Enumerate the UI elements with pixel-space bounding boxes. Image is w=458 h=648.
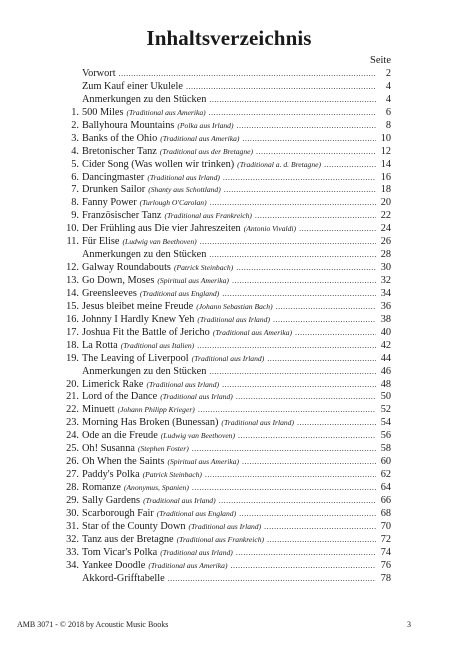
dot-leader (219, 495, 376, 508)
toc-entry-number: 8. (71, 197, 79, 209)
toc-entry (62, 223, 391, 236)
toc-entry-number: 17. (66, 326, 79, 338)
toc-entry-page: 30 (380, 262, 391, 274)
toc-entry-number: 3. (71, 132, 79, 144)
toc-entry-origin: (Traditional aus der Bretagne) (159, 146, 254, 156)
toc-entry-page: 46 (380, 365, 391, 377)
dot-leader (267, 534, 376, 547)
toc-entry (62, 508, 391, 521)
toc-entry (62, 482, 391, 495)
toc-entry-title (82, 430, 235, 443)
toc-entry (62, 133, 391, 146)
toc-entry-song-title: Jesus bleibet meine Freude (82, 300, 194, 312)
toc-entry (62, 94, 391, 107)
toc-entry-title (82, 417, 294, 430)
toc-entry-page: 28 (380, 249, 391, 261)
toc-entry-title (82, 94, 206, 107)
toc-entry-song-title: Oh When the Saints (82, 456, 165, 468)
dot-leader (255, 210, 376, 223)
dot-leader (209, 107, 376, 120)
toc-entry-page: 58 (380, 443, 391, 455)
toc-entry-song-title: Zum Kauf einer Ukulele (82, 80, 183, 92)
toc-entry-song-title: 500 Miles (82, 106, 124, 118)
toc-entry-number: 5. (71, 158, 79, 170)
toc-entry-page: 2 (385, 68, 391, 79)
toc-entry-page: 52 (380, 404, 391, 416)
toc-entry-origin: (Traditional aus Irland) (160, 392, 233, 402)
toc-entry-song-title: Ode an die Freude (82, 430, 158, 442)
toc-entry-title (82, 197, 207, 210)
toc-entry-page: 42 (380, 339, 391, 351)
dot-leader (192, 443, 376, 456)
toc-entry-number: 32. (66, 533, 79, 545)
toc-entry-title (82, 262, 233, 275)
toc-entry-number: 25. (66, 443, 79, 455)
toc-entry-song-title: Banks of the Ohio (82, 132, 158, 144)
toc-entry-title (82, 469, 202, 482)
toc-entry-origin: (Traditional aus Irland) (143, 495, 216, 505)
toc-entry-origin: (Traditional aus Amerika) (212, 327, 293, 337)
toc-entry (62, 159, 391, 172)
toc-entry-title (82, 482, 189, 495)
dot-leader (237, 120, 377, 133)
toc-entry-page: 22 (380, 210, 391, 222)
toc-entry-number: 34. (66, 559, 79, 571)
toc-entry-origin: (Anonymus, Spanien) (123, 483, 189, 492)
dot-leader (236, 391, 376, 404)
toc-entry-page: 54 (380, 417, 391, 429)
toc-entry-number: 11. (66, 236, 79, 248)
toc-entry-number: 2. (71, 119, 79, 131)
page-title: Inhaltsverzeichnis (146, 26, 312, 50)
toc-entry-origin: (Traditional aus Irland) (147, 172, 220, 182)
toc-entry-song-title: Tanz aus der Bretagne (82, 533, 174, 545)
toc-entry (62, 210, 391, 223)
dot-leader (186, 81, 376, 94)
toc-entry-song-title: Scarborough Fair (82, 507, 154, 519)
toc-entry-title (82, 301, 273, 314)
page-number: 3 (407, 620, 411, 629)
toc-entry-origin: (Turlough O'Carolan) (139, 198, 207, 208)
toc-entry-origin: (Traditional aus Irland) (221, 418, 294, 428)
toc-entry-title (82, 314, 270, 327)
toc-entry-page: 74 (380, 546, 391, 558)
toc-entry-page: 44 (380, 352, 391, 364)
toc-entry-origin: (Traditional aus Amerika) (160, 133, 240, 143)
toc-entry-song-title: Greensleeves (82, 287, 137, 299)
toc-entry-origin: (Johann Sebastian Bach) (196, 301, 273, 311)
toc-entry-origin: (Antonio Vivaldi) (243, 224, 297, 234)
toc-entry-page: 32 (380, 275, 391, 286)
toc-entry-song-title: Joshua Fit the Battle of Jericho (82, 326, 210, 338)
toc-entry (62, 288, 391, 301)
toc-entry-page: 56 (380, 430, 391, 442)
dot-leader (205, 469, 376, 482)
dot-leader (267, 353, 376, 366)
toc-entry-song-title: Bretonischer Tanz (82, 145, 157, 157)
toc-entry-title (82, 560, 228, 573)
toc-entry-origin: (Traditional aus Italien) (120, 340, 195, 350)
toc-entry-song-title: Fanny Power (82, 197, 137, 209)
toc-entry (62, 301, 391, 314)
toc-entry (62, 197, 391, 210)
dot-leader (192, 482, 376, 495)
toc-entry-title (82, 133, 239, 146)
toc-entry-origin: (Traditional aus Irland) (146, 379, 220, 389)
dot-leader (168, 573, 376, 586)
toc-entry-title (82, 223, 296, 236)
toc-entry (62, 107, 391, 120)
dot-leader (200, 236, 376, 249)
toc-entry (62, 353, 391, 366)
toc-entry-page: 14 (380, 158, 391, 170)
toc-entry-title (82, 443, 189, 456)
toc-entry-origin: (Traditional aus Irland) (160, 547, 233, 557)
toc-entry-number: 30. (66, 507, 79, 519)
toc-entry-title (82, 353, 264, 366)
toc-entry-song-title: Französischer Tanz (82, 210, 162, 222)
toc-entry-origin: (Ludwig van Beethoven) (122, 237, 197, 247)
toc-entry-number: 26. (66, 456, 79, 468)
toc-entry-number: 18. (66, 339, 79, 351)
toc-entry (62, 184, 391, 197)
dot-leader (239, 508, 376, 521)
toc-entry-title (82, 236, 197, 249)
toc-entry-origin: (Polka aus Irland) (177, 120, 234, 130)
toc-entry-title (82, 456, 239, 469)
toc-entry-title (82, 81, 183, 94)
toc-entry-song-title: Sally Gardens (82, 494, 141, 506)
toc-entry-number: 10. (66, 223, 79, 235)
toc-entry-page: 34 (380, 287, 391, 299)
toc-entry-song-title: Akkord-Grifftabelle (82, 572, 165, 584)
toc-entry-page: 12 (380, 145, 391, 157)
dot-leader (295, 327, 376, 340)
toc-entry (62, 430, 391, 443)
toc-entry-origin: (Traditional aus Amerika) (148, 560, 228, 570)
toc-entry-song-title: Minuett (82, 404, 115, 416)
toc-entry-song-title: Go Down, Moses (82, 275, 155, 286)
toc-entry (62, 417, 391, 430)
toc-entry-title (82, 534, 264, 547)
toc-entry-title (82, 68, 116, 81)
toc-entry-title (82, 275, 229, 288)
toc-entry-origin: (Spiritual aus Amerika) (167, 457, 240, 467)
toc-entry-song-title: Oh! Susanna (82, 443, 135, 455)
toc-entry-number: 27. (66, 469, 79, 481)
toc-entry (62, 275, 391, 288)
toc-entry-title (82, 573, 165, 586)
toc-entry-number: 12. (66, 262, 79, 274)
toc-entry-origin: (Traditional aus Irland) (191, 353, 265, 363)
copyright-notice: AMB 3071 - © 2018 by Acoustic Music Books (17, 620, 169, 629)
toc-entry-song-title: Lord of the Dance (82, 391, 158, 403)
dot-leader (198, 404, 376, 417)
toc-entry-song-title: Star of the County Down (82, 520, 186, 532)
toc-entry-song-title: Paddy's Polka (82, 469, 140, 481)
toc-entry-number: 28. (66, 482, 79, 493)
toc-entry-song-title: Galway Roundabouts (82, 262, 171, 274)
toc-entry (62, 81, 391, 94)
toc-entry (62, 495, 391, 508)
dot-leader (242, 133, 376, 146)
toc-entry-title (82, 340, 194, 353)
toc-entry-song-title: The Leaving of Liverpool (82, 352, 189, 364)
dot-leader (210, 197, 376, 210)
toc-entry-number: 14. (66, 287, 79, 299)
toc-entry-number: 21. (66, 391, 79, 403)
toc-entry (62, 573, 391, 586)
toc-entry-page: 66 (380, 494, 391, 506)
toc-entry-number: 20. (66, 378, 79, 390)
toc-entry-page: 38 (380, 313, 391, 325)
toc-entry-song-title: Drunken Sailor (82, 184, 146, 196)
toc-entry-origin: (Spiritual aus Amerika) (157, 276, 229, 285)
toc-entry-number: 15. (66, 300, 79, 312)
toc-entry (62, 469, 391, 482)
toc-entry-title (82, 146, 253, 159)
toc-entry-song-title: Johnny I Hardly Knew Yeh (82, 313, 195, 325)
toc-entry-song-title: Ballyhoura Mountains (82, 119, 175, 131)
dot-leader (224, 184, 376, 197)
toc-entry-origin: (Traditional a. d. Bretagne) (237, 159, 322, 169)
toc-entry-page: 4 (385, 80, 391, 92)
toc-entry-song-title: Tom Vicar's Polka (82, 546, 158, 558)
dot-leader (209, 94, 376, 107)
toc-entry-page: 24 (380, 223, 391, 235)
toc-entry-title (82, 366, 206, 379)
toc-entry (62, 391, 391, 404)
toc-entry-title (82, 508, 236, 521)
toc-entry-song-title: Cider Song (Was wollen wir trinken) (82, 158, 235, 170)
toc-entry-title (82, 288, 219, 301)
dot-leader (273, 314, 376, 327)
dot-leader (238, 430, 376, 443)
toc-entry-number: 13. (66, 275, 79, 286)
toc-entry (62, 379, 391, 392)
toc-entry-number: 31. (66, 520, 79, 532)
toc-entry-page: 72 (380, 533, 391, 545)
toc-entry (62, 120, 391, 133)
toc-entry (62, 236, 391, 249)
dot-leader (222, 379, 376, 392)
toc-entry (62, 340, 391, 353)
page-footer (17, 620, 411, 629)
toc-entry-song-title: Yankee Doodle (82, 559, 146, 571)
toc-entry (62, 327, 391, 340)
toc-entry (62, 262, 391, 275)
dot-leader (264, 521, 376, 534)
toc-entry-number: 19. (66, 352, 79, 364)
toc-entry (62, 314, 391, 327)
toc-entry-number: 6. (71, 171, 79, 183)
toc-entry-page: 68 (380, 507, 391, 519)
toc-entry-title (82, 159, 321, 172)
toc-entry-page: 48 (380, 378, 391, 390)
toc-entry-title (82, 107, 206, 120)
dot-leader (242, 456, 376, 469)
toc-entry-title (82, 521, 261, 534)
toc-entry-page: 50 (380, 391, 391, 403)
dot-leader (256, 146, 376, 159)
toc-entry-song-title: Romanze (82, 482, 121, 493)
dot-leader (209, 366, 376, 379)
toc-entry (62, 404, 391, 417)
toc-entry-title (82, 249, 206, 262)
toc-entry-number: 33. (66, 546, 79, 558)
toc-entry-page: 26 (380, 236, 391, 248)
toc-entry-title (82, 327, 292, 340)
toc-entry-title (82, 391, 233, 404)
toc-entry-title (82, 547, 233, 560)
toc-entry (62, 366, 391, 379)
dot-leader (297, 417, 376, 430)
toc-entry-number: 16. (66, 313, 79, 325)
toc-entry-origin: (Stephen Foster) (137, 444, 189, 454)
toc-entry-page: 16 (380, 171, 391, 183)
toc-entry-song-title: Morning Has Broken (Bunessan) (82, 417, 219, 429)
toc-entry-title (82, 379, 219, 392)
toc-entry-origin: (Traditional aus Irland) (188, 521, 262, 531)
toc-entry-song-title: Anmerkungen zu den Stücken (82, 365, 207, 377)
toc-entry-number: 29. (66, 494, 79, 506)
toc-entry-page: 60 (380, 456, 391, 468)
toc-entry-number: 7. (71, 184, 79, 196)
toc-entry (62, 443, 391, 456)
toc-entry-page: 70 (380, 520, 391, 532)
toc-entry-origin: (Traditional aus Amerika) (126, 107, 206, 117)
toc-entry-page: 40 (380, 326, 391, 338)
toc-entry-page: 18 (380, 184, 391, 196)
toc-entry-number: 1. (71, 106, 79, 118)
toc-entry (62, 560, 391, 573)
toc-entry (62, 249, 391, 262)
table-of-contents (62, 68, 391, 586)
toc-entry-song-title: Anmerkungen zu den Stücken (82, 93, 207, 105)
toc-entry (62, 521, 391, 534)
toc-entry-origin: (Traditional aus Frankreich) (176, 534, 265, 544)
toc-entry-origin: (Traditional aus Frankreich) (164, 211, 252, 221)
dot-leader (223, 172, 376, 185)
toc-entry-origin: (Ludwig van Beethoven) (160, 431, 236, 441)
toc-entry-song-title: La Rotta (82, 339, 118, 351)
dot-leader (276, 301, 376, 314)
toc-entry-title (82, 172, 220, 185)
dot-leader (324, 159, 376, 172)
dot-leader (236, 547, 376, 560)
toc-entry-origin: (Traditional aus Irland) (197, 314, 270, 324)
toc-entry (62, 456, 391, 469)
toc-entry-page: 36 (380, 300, 391, 312)
toc-entry-origin: (Johann Philipp Krieger) (117, 405, 195, 415)
dot-leader (119, 68, 376, 81)
toc-entry-number: 22. (66, 404, 79, 416)
toc-entry-title (82, 120, 234, 133)
toc-entry-page: 20 (380, 197, 391, 209)
toc-entry-origin: (Patrick Steinbach) (173, 263, 234, 273)
dot-leader (222, 288, 376, 301)
toc-entry (62, 68, 391, 81)
dot-leader (231, 560, 377, 573)
toc-entry-page: 8 (385, 119, 391, 131)
toc-entry-origin: (Traditional aus England) (156, 508, 237, 518)
toc-entry-page: 62 (380, 469, 391, 481)
toc-entry-song-title: Dancingmaster (82, 171, 145, 183)
toc-entry-title (82, 184, 221, 197)
dot-leader (232, 275, 376, 288)
toc-entry (62, 547, 391, 560)
toc-entry (62, 172, 391, 185)
toc-entry-page: 10 (380, 132, 391, 144)
toc-entry-origin: (Patrick Steinbach) (142, 470, 202, 480)
toc-entry-title (82, 210, 252, 223)
toc-entry (62, 146, 391, 159)
toc-entry-origin: (Traditional aus England) (139, 288, 220, 298)
toc-entry-page: 64 (380, 482, 391, 493)
toc-entry-song-title: Für Elise (82, 236, 120, 248)
toc-entry-number: 23. (66, 417, 79, 429)
toc-entry-song-title: Limerick Rake (82, 378, 144, 390)
toc-entry (62, 534, 391, 547)
toc-entry-number: 4. (71, 145, 79, 157)
toc-entry-number: 9. (71, 210, 79, 222)
toc-entry-number: 24. (66, 430, 79, 442)
dot-leader (236, 262, 376, 275)
toc-entry-page: 4 (385, 93, 391, 105)
toc-entry-title (82, 495, 216, 508)
toc-entry-page: 76 (380, 559, 391, 571)
toc-entry-origin: (Shanty aus Schottland) (148, 185, 221, 195)
toc-entry-page: 78 (380, 572, 391, 584)
toc-entry-song-title: Vorwort (82, 68, 116, 79)
dot-leader (299, 223, 376, 236)
toc-entry-title (82, 404, 195, 417)
page-column-label: Seite (370, 55, 391, 66)
dot-leader (197, 340, 376, 353)
dot-leader (209, 249, 376, 262)
toc-entry-song-title: Anmerkungen zu den Stücken (82, 249, 207, 261)
toc-entry-page: 6 (385, 106, 391, 118)
toc-entry-song-title: Der Frühling aus Die vier Jahreszeiten (82, 223, 241, 235)
